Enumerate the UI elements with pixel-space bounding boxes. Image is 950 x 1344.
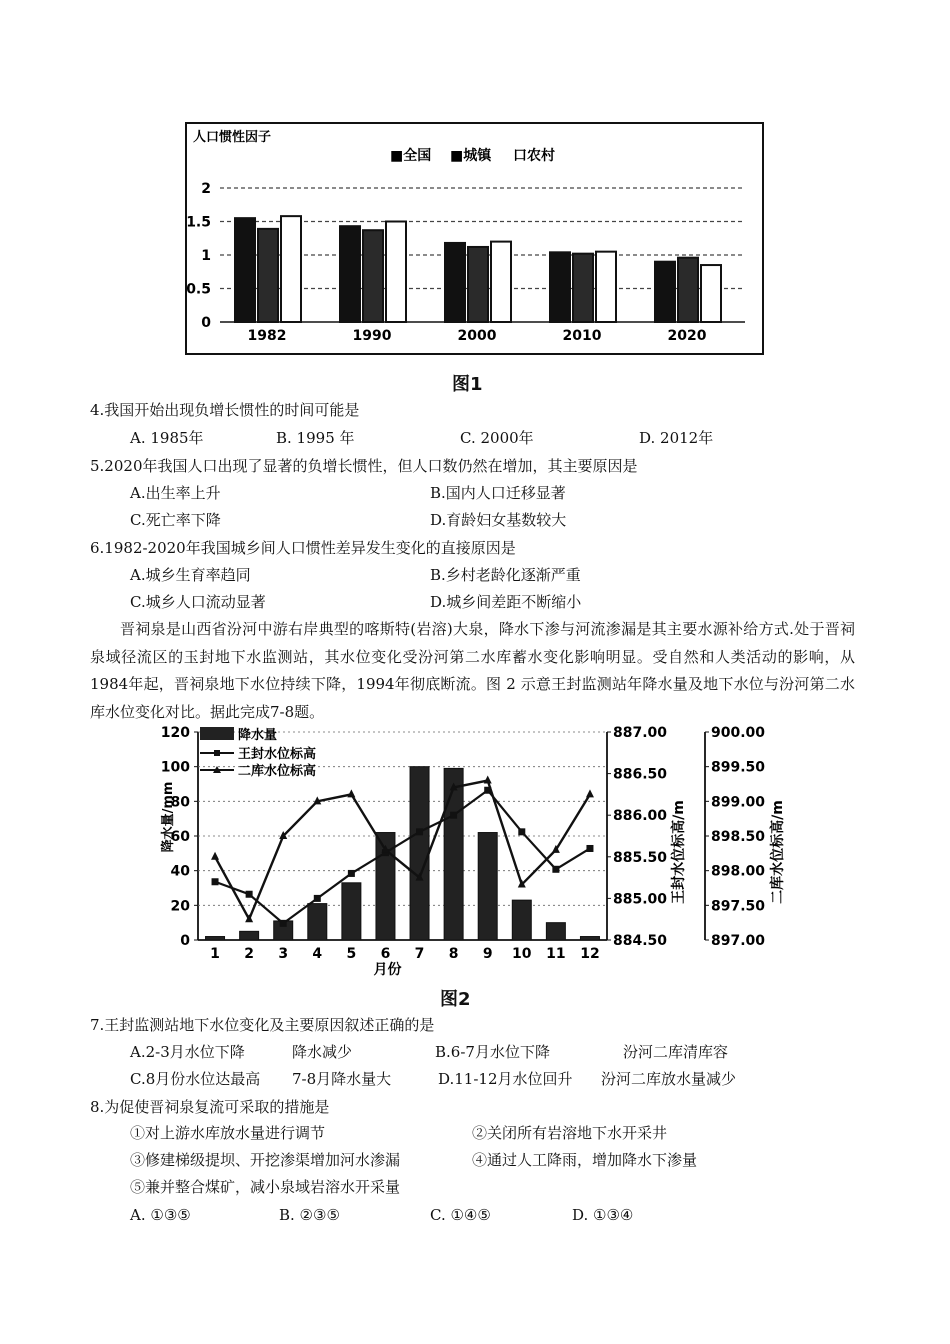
q8-option-a[interactable]: A. ①③⑤ xyxy=(130,1206,191,1224)
legend-rural: 口农村 xyxy=(513,148,555,164)
fig1-xtick-label: 2010 xyxy=(562,328,602,344)
fig2-wangfeng-point xyxy=(314,895,321,902)
fig2-month-label: 10 xyxy=(512,946,532,962)
fig2-wangfeng-point xyxy=(416,828,423,835)
fig1-bar-全国 xyxy=(235,218,255,322)
fig2-erku-tick-label: 898.50 xyxy=(711,829,766,845)
q7-option-b-reason: 汾河二库清库容 xyxy=(623,1043,729,1061)
figure-1-caption: 图1 xyxy=(452,374,483,395)
fig1-xtick-label: 1990 xyxy=(352,328,392,344)
figure-2-chart xyxy=(150,722,800,984)
fig1-ytick-label: 0 xyxy=(201,315,211,331)
fig2-month-label: 6 xyxy=(380,946,391,962)
fig1-legend xyxy=(390,147,555,164)
fig2-erku-tick-label: 899.50 xyxy=(711,759,766,776)
fig1-bar-农村 xyxy=(701,265,721,322)
q7-option-d-reason: 汾河二库放水量减少 xyxy=(601,1070,737,1088)
q7-option-b[interactable] xyxy=(435,1041,729,1063)
fig2-month-label: 8 xyxy=(448,946,459,962)
fig1-ylabel: 人口惯性因子 xyxy=(193,130,272,145)
q8-item-5: ⑤兼并整合煤矿，减小泉域岩溶水开采量 xyxy=(130,1178,401,1196)
fig2-xlabel: 月份 xyxy=(373,962,402,978)
fig2-wangfeng-tick-label: 885.50 xyxy=(613,849,668,866)
fig2-precip-bar xyxy=(240,931,259,940)
fig2-month-label: 1 xyxy=(210,946,220,962)
q4-option-d[interactable]: D. 2012年 xyxy=(639,429,714,447)
q7-option-d-label: D.11-12月水位回升 xyxy=(438,1070,573,1088)
fig2-precip-tick-label: 100 xyxy=(160,759,190,776)
fig2-wangfeng-line xyxy=(215,790,590,923)
q5-option-a[interactable]: A.出生率上升 xyxy=(130,484,221,502)
fig2-ylabel-erku: 二库水位标高/m xyxy=(770,800,786,904)
fig1-ytick-label: 2 xyxy=(201,181,211,197)
legend-national: ■全国 xyxy=(390,148,432,164)
fig2-precip-bar xyxy=(478,833,497,940)
fig2-ylabel-precip: 降水量/mm xyxy=(161,781,176,853)
fig1-bar-城镇 xyxy=(678,258,698,322)
q5-option-c[interactable]: C.死亡率下降 xyxy=(130,511,221,529)
fig2-precip-bar xyxy=(308,904,327,940)
q8-item-3: ③修建梯级提坝、开挖渗渠增加河水渗漏 xyxy=(130,1151,401,1169)
q5-option-b[interactable]: B.国内人口迁移显著 xyxy=(430,484,566,502)
q7-option-d[interactable] xyxy=(438,1068,737,1090)
q5-stem: 5.2020年我国人口出现了显著的负增长惯性，但人口数仍然在增加，其主要原因是 xyxy=(90,457,638,475)
fig2-month-label: 12 xyxy=(580,946,600,962)
q7-option-c-label: C.8月份水位达最高 xyxy=(130,1070,261,1088)
fig2-month-label: 9 xyxy=(482,946,493,962)
fig2-wangfeng-tick-label: 885.00 xyxy=(613,891,668,908)
q8-item-4: ④通过人工降雨，增加降水下渗量 xyxy=(472,1151,698,1169)
q6-stem: 6.1982-2020年我国城乡间人口惯性差异发生变化的直接原因是 xyxy=(90,539,516,557)
legend-precip-swatch xyxy=(200,727,234,740)
fig2-erku-tick-label: 899.00 xyxy=(711,794,766,811)
fig2-month-label: 7 xyxy=(414,946,425,962)
fig1-bar-农村 xyxy=(596,252,616,322)
fig2-erku-tick-label: 898.00 xyxy=(711,863,766,880)
q6-option-b[interactable]: B.乡村老龄化逐渐严重 xyxy=(430,566,581,584)
fig2-erku-point xyxy=(347,789,355,797)
passage-text: 晋祠泉是山西省汾河中游右岸典型的喀斯特(岩溶)大泉，降水下渗与河流渗漏是其主要水源补给方式.处于晋祠泉域径流区的玉封地下水监测站，其水位变化受汾河第二水库蓄水变化影响明显。受自然和人类活动的影响，从1984年起，晋祠泉地下水位持续下降，1994年彻底断流。图 2 示意王封监测站年降水量及地下水位与汾河第二水库水位变化对比。据此完成7-8题。 xyxy=(90,620,855,721)
fig2-wangfeng-point xyxy=(280,920,287,927)
fig2-month-label: 2 xyxy=(244,946,254,962)
q7-option-b-label: B.6-7月水位下降 xyxy=(435,1043,550,1061)
fig2-erku-tick-label: 897.50 xyxy=(711,898,766,915)
fig1-bar-全国 xyxy=(340,226,360,322)
q7-option-c[interactable] xyxy=(130,1068,392,1090)
fig1-bar-农村 xyxy=(491,242,511,322)
q4-option-c[interactable]: C. 2000年 xyxy=(460,429,534,447)
fig2-wangfeng-point xyxy=(586,845,593,852)
fig1-xtick-label: 2020 xyxy=(667,328,707,344)
q4-option-a[interactable]: A. 1985年 xyxy=(130,429,204,447)
fig2-precip-bar xyxy=(206,937,225,940)
fig2-precip-tick-label: 60 xyxy=(170,829,190,845)
fig1-ytick-label: 1 xyxy=(201,248,211,264)
legend-wangfeng-marker xyxy=(214,750,220,756)
fig2-month-label: 4 xyxy=(312,946,323,962)
fig2-wangfeng-point xyxy=(450,812,457,819)
fig2-ylabel-wangfeng: 王封水位标高/m xyxy=(671,800,687,904)
fig2-wangfeng-point xyxy=(348,870,355,877)
fig2-month-label: 3 xyxy=(278,946,289,962)
fig2-month-label: 11 xyxy=(546,946,566,962)
fig2-month-label: 5 xyxy=(346,946,357,962)
legend-precip: 降水量 xyxy=(238,728,278,743)
fig2-wangfeng-point xyxy=(552,866,559,873)
fig2-precip-bar xyxy=(512,900,531,940)
fig2-precip-bar xyxy=(580,937,599,940)
q6-option-d[interactable]: D.城乡间差距不断缩小 xyxy=(430,593,582,611)
fig1-bar-农村 xyxy=(386,222,406,323)
q8-item-1: ①对上游水库放水量进行调节 xyxy=(130,1124,326,1142)
fig2-precip-tick-label: 120 xyxy=(160,725,190,741)
q6-option-a[interactable]: A.城乡生育率趋同 xyxy=(130,566,251,584)
fig2-precip-bar xyxy=(444,768,463,940)
fig2-erku-point xyxy=(484,776,492,784)
fig1-xtick-label: 1982 xyxy=(247,328,287,344)
fig2-wangfeng-tick-label: 886.00 xyxy=(613,808,668,825)
q8-option-c[interactable]: C. ①④⑤ xyxy=(430,1206,491,1224)
q7-stem: 7.王封监测站地下水位变化及主要原因叙述正确的是 xyxy=(90,1016,435,1034)
fig2-precip-tick-label: 20 xyxy=(170,898,190,915)
q7-option-a-reason: 降水减少 xyxy=(292,1043,353,1061)
fig2-wangfeng-point xyxy=(212,878,219,885)
q4-stem: 4.我国开始出现负增长惯性的时间可能是 xyxy=(90,401,360,419)
q4-option-b[interactable]: B. 1995 年 xyxy=(276,429,355,447)
fig2-erku-tick-label: 900.00 xyxy=(711,725,766,741)
q7-option-c-reason: 7-8月降水量大 xyxy=(292,1070,392,1088)
fig2-precip-bar xyxy=(410,767,429,940)
fig2-precip-bar xyxy=(546,923,565,940)
fig2-legend xyxy=(200,727,316,779)
fig2-precip-tick-label: 0 xyxy=(180,933,190,949)
fig1-bar-全国 xyxy=(550,252,570,322)
legend-wangfeng: 王封水位标高 xyxy=(238,747,317,762)
fig1-bar-农村 xyxy=(281,216,301,322)
q7-option-a-label: A.2-3月水位下降 xyxy=(130,1043,245,1061)
fig1-ytick-label: 0.5 xyxy=(186,281,211,298)
fig2-wangfeng-tick-label: 886.50 xyxy=(613,766,668,783)
fig2-erku-tick-label: 897.00 xyxy=(711,933,766,949)
q8-option-d[interactable]: D. ①③④ xyxy=(572,1206,634,1224)
q8-item-2: ②关闭所有岩溶地下水开采井 xyxy=(472,1124,668,1142)
fig2-wangfeng-tick-label: 884.50 xyxy=(613,933,668,949)
fig1-bar-全国 xyxy=(655,262,675,322)
fig2-wangfeng-point xyxy=(518,828,525,835)
fig2-precip-tick-label: 80 xyxy=(170,794,190,811)
fig1-bar-城镇 xyxy=(468,247,488,322)
fig1-bar-城镇 xyxy=(363,230,383,322)
fig1-bar-城镇 xyxy=(258,229,278,322)
q8-stem: 8.为促使晋祠泉复流可采取的措施是 xyxy=(90,1098,330,1116)
q6-option-c[interactable]: C.城乡人口流动显著 xyxy=(130,593,266,611)
q7-option-a[interactable] xyxy=(130,1041,353,1063)
q8-option-b[interactable]: B. ②③⑤ xyxy=(279,1206,340,1224)
fig2-precip-tick-label: 40 xyxy=(170,863,190,880)
fig1-ytick-label: 1.5 xyxy=(186,214,211,231)
fig2-precip-bar xyxy=(342,883,361,940)
legend-erku: 二库水位标高 xyxy=(238,764,317,779)
fig2-wangfeng-tick-label: 887.00 xyxy=(613,725,668,741)
fig2-erku-point xyxy=(211,852,219,860)
legend-urban: ■城镇 xyxy=(450,148,492,164)
fig1-bar-城镇 xyxy=(573,254,593,322)
fig2-wangfeng-point xyxy=(246,891,253,898)
fig2-erku-point xyxy=(586,789,594,797)
figure-2-caption: 图2 xyxy=(440,989,471,1010)
q5-option-d[interactable]: D.育龄妇女基数较大 xyxy=(430,511,567,529)
fig1-xtick-label: 2000 xyxy=(457,328,497,344)
fig1-bar-全国 xyxy=(445,243,465,322)
figure-1-chart xyxy=(185,122,765,357)
